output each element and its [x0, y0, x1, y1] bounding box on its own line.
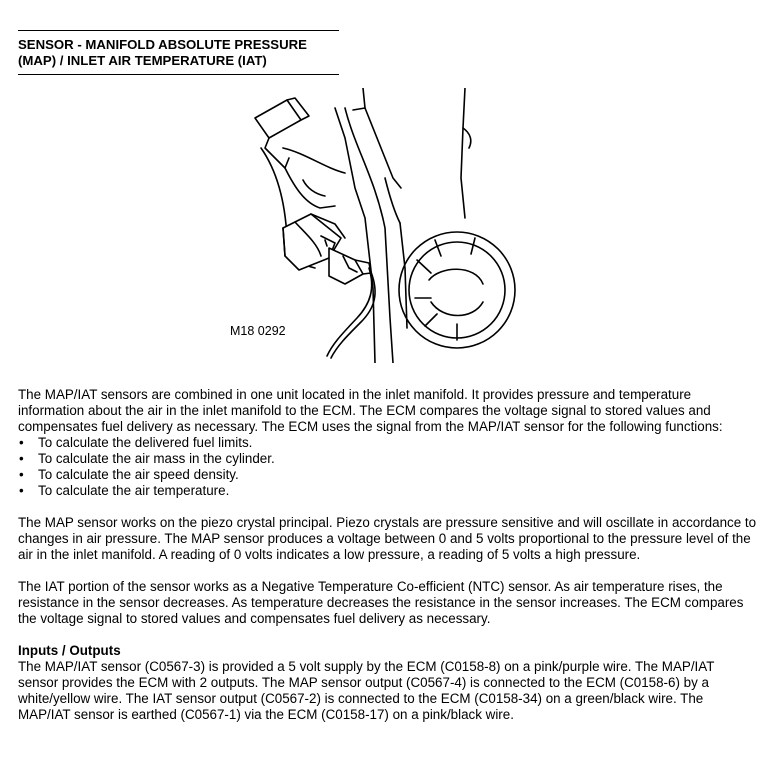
heading-top-rule — [18, 30, 339, 31]
section-heading — [18, 37, 348, 69]
inputs-outputs-heading: Inputs / Outputs — [18, 643, 121, 658]
spacer — [18, 627, 758, 643]
heading-bottom-rule — [18, 74, 339, 75]
sensor-illustration — [225, 88, 555, 363]
inputs-outputs-paragraph: The MAP/IAT sensor (C0567-3) is provided a 5 volt supply by the ECM (C0158-8) on a pink/purple wire. The MAP/IAT sensor provides the ECM with 2 outputs. The MAP sensor output (C0567-4) is connected to the ECM (C0158-6) by a white/yellow wire. The IAT sensor output (C0567-2) is connected to the ECM (C0158-34) on a green/black wire. The MAP/IAT sensor is earthed (C0567-1) via the ECM (C0158-17) on a pink/black wire. — [18, 659, 715, 722]
intro-paragraph: The MAP/IAT sensors are combined in one unit located in the inlet manifold. It provides pressure and temperature information about the air in the inlet manifold to the ECM. The ECM compares the voltage signal to stored values and compensates fuel delivery as necessary. The ECM uses the signal from the MAP/IAT sensor for the following functions: — [18, 387, 723, 434]
document-body — [18, 387, 758, 723]
spacer — [18, 499, 758, 515]
heading-line-1: SENSOR - MANIFOLD ABSOLUTE PRESSURE — [18, 37, 307, 52]
heading-line-2: (MAP) / INLET AIR TEMPERATURE (IAT) — [18, 53, 267, 68]
list-item: • To calculate the air mass in the cylinder. — [18, 451, 758, 467]
list-item: • To calculate the air speed density. — [18, 467, 758, 483]
map-paragraph: The MAP sensor works on the piezo crystal principal. Piezo crystals are pressure sensitive and will oscillate in accordance to changes in air pressure. The MAP sensor produces a voltage between 0 and 5 volts proportional to the pressure level of the air in the inlet manifold. A reading of 0 volts indicates a low pressure, a reading of 5 volts a high pressure. — [18, 515, 757, 562]
sensor-line-drawing — [225, 88, 555, 363]
list-item: • To calculate the delivered fuel limits. — [18, 435, 758, 451]
functions-list — [18, 435, 758, 499]
list-item: • To calculate the air temperature. — [18, 483, 758, 499]
iat-paragraph: The IAT portion of the sensor works as a Negative Temperature Co-efficient (NTC) sensor. As air temperature rises, the resistance in the sensor decreases. As temperature decreases the resistance in the sensor increases. The ECM compares the voltage signal to stored values and compensates fuel delivery as necessary. — [18, 579, 744, 626]
figure-label: M18 0292 — [230, 324, 286, 338]
spacer — [18, 563, 758, 579]
